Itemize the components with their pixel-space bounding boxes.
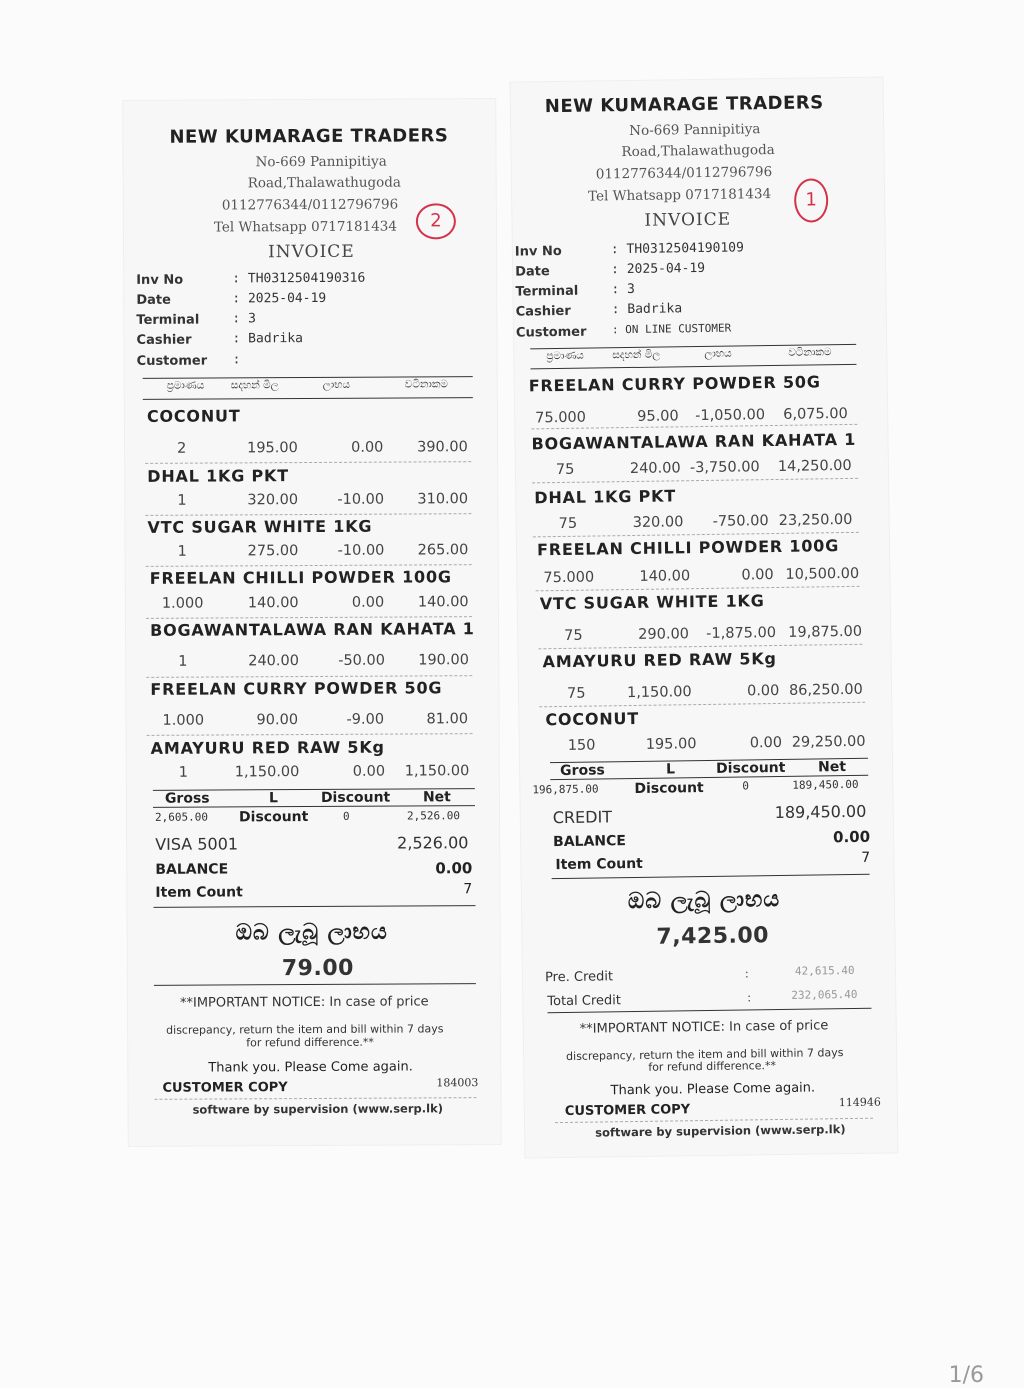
item-total: 29,250.00 — [791, 733, 866, 751]
receipt-code: 184003 — [436, 1076, 479, 1090]
whatsapp-number: Tel Whatsapp 0717181434 — [213, 218, 398, 236]
item-qty: 1.000 — [162, 712, 205, 729]
item-price: 1,150.00 — [234, 764, 300, 781]
item-name: DHAL 1KG PKT — [534, 486, 677, 508]
item-price: 240.00 — [629, 460, 681, 478]
item-name: VTC SUGAR WHITE 1KG — [539, 591, 765, 614]
balance-value: 0.00 — [435, 859, 473, 878]
handwritten-mark: 2 — [416, 203, 456, 239]
item-count-value: 7 — [463, 881, 473, 898]
item-name: FREELAN CURRY POWDER 50G — [150, 678, 443, 699]
item-discount: -50.00 — [338, 652, 385, 669]
payment-value: 189,450.00 — [774, 801, 867, 823]
item-price: 290.00 — [638, 626, 690, 643]
column-header-value: වටිනාකම — [404, 378, 448, 391]
item-name: FREELAN CHILLI POWDER 100G — [536, 536, 840, 560]
notice-line-3: for refund difference.** — [648, 1059, 777, 1074]
item-name: DHAL 1KG PKT — [147, 466, 289, 486]
notice-line-2: discrepancy, return the item and bill within 7 days — [166, 1022, 444, 1037]
info-value: : 2025-04-19 — [232, 290, 327, 307]
item-total: 390.00 — [417, 439, 468, 456]
item-price: 1,150.00 — [626, 684, 692, 702]
item-name: AMAYURU RED RAW 5Kg — [150, 737, 385, 758]
pre-credit-label: Pre. Credit — [544, 969, 614, 986]
payment-label: CREDIT — [552, 807, 613, 828]
column-header-price: සදහන් මිල — [612, 348, 661, 362]
column-header-profit: ලාභය — [704, 347, 732, 360]
phone-numbers: 0112776344/0112796796 — [595, 164, 773, 183]
item-total: 310.00 — [417, 491, 469, 508]
info-label: Inv No — [514, 243, 562, 260]
pre-credit-value: 42,615.40 — [794, 963, 855, 978]
item-price: 240.00 — [248, 653, 299, 670]
store-name: NEW KUMARAGE TRADERS — [169, 125, 449, 148]
item-name: FREELAN CHILLI POWDER 100G — [149, 567, 452, 588]
item-discount: 0.00 — [746, 682, 780, 700]
balance-value: 0.00 — [832, 827, 871, 847]
info-value: : Badrika — [611, 301, 683, 318]
item-qty: 1 — [178, 653, 188, 670]
notice-line-1: **IMPORTANT NOTICE: In case of price — [179, 994, 429, 1011]
item-discount: 0.00 — [351, 594, 385, 611]
item-discount: -3,750.00 — [689, 459, 760, 477]
info-value: : 2025-04-19 — [611, 260, 706, 278]
customer-copy-label: CUSTOMER COPY — [564, 1102, 691, 1119]
item-qty: 75.000 — [535, 409, 587, 427]
info-value: : TH0312504190109 — [610, 240, 745, 258]
column-header-qty: ප්‍රමාණය — [166, 379, 205, 392]
column-header-profit: ලාභය — [322, 378, 351, 391]
store-name: NEW KUMARAGE TRADERS — [544, 92, 824, 118]
item-price: 275.00 — [247, 543, 299, 560]
net-value: 2,526.00 — [406, 809, 461, 823]
item-total: 86,250.00 — [788, 681, 863, 699]
item-discount: 0.00 — [749, 734, 783, 752]
totals-header-gross: Gross — [560, 762, 605, 780]
item-name: COCONUT — [146, 406, 241, 426]
software-credit: software by supervision (www.serp.lk) — [595, 1122, 846, 1140]
customer-copy-label: CUSTOMER COPY — [162, 1080, 288, 1096]
item-price: 195.00 — [247, 440, 298, 457]
totals-header-discount: Discount — [716, 759, 786, 777]
profit-label: ඔබ ලැබූ ලාභය — [235, 919, 388, 946]
item-qty: 75 — [566, 685, 586, 702]
item-total: 6,075.00 — [783, 405, 848, 423]
item-total: 81.00 — [426, 711, 469, 728]
profit-value: 7,425.00 — [656, 923, 770, 950]
column-header-price: සදහන් මිල — [230, 379, 279, 392]
discount-value: 0 — [742, 779, 750, 793]
info-label: Customer — [136, 353, 208, 369]
phone-numbers: 0112776344/0112796796 — [221, 196, 399, 214]
document-title: INVOICE — [644, 209, 732, 231]
totals-header-l: L — [666, 761, 676, 778]
item-price: 90.00 — [256, 712, 299, 729]
item-qty: 1 — [177, 543, 187, 560]
item-discount: 0.00 — [352, 763, 386, 780]
discount-value: 0 — [342, 809, 350, 823]
item-qty: 150 — [567, 737, 596, 754]
item-total: 265.00 — [417, 542, 469, 559]
item-discount: -9.00 — [346, 711, 385, 728]
item-qty: 1.000 — [161, 595, 204, 612]
item-discount: -10.00 — [337, 542, 385, 559]
info-label: Cashier — [515, 303, 571, 320]
item-total: 19,875.00 — [788, 623, 863, 641]
item-price: 320.00 — [247, 492, 299, 509]
payment-value: 2,526.00 — [397, 833, 469, 853]
item-count-value: 7 — [861, 849, 871, 866]
item-name: VTC SUGAR WHITE 1KG — [147, 516, 373, 537]
receipt-2 — [123, 99, 500, 1146]
totals-header-l: L — [268, 790, 278, 807]
total-credit-value: 232,065.40 — [791, 987, 858, 1002]
item-total: 1,150.00 — [404, 763, 470, 780]
item-name: FREELAN CURRY POWDER 50G — [528, 372, 821, 396]
info-value: : TH0312504190316 — [232, 270, 366, 287]
total-credit-label: Total Credit — [547, 993, 622, 1010]
discount-label: Discount — [634, 780, 704, 797]
receipt-code: 114946 — [838, 1095, 881, 1110]
item-price: 195.00 — [645, 736, 697, 753]
item-discount: -1,875.00 — [706, 624, 777, 642]
info-value: : 3 — [232, 311, 256, 327]
address-line-2: Road,Thalawathugoda — [621, 141, 775, 161]
address-line-2: Road,Thalawathugoda — [247, 174, 402, 192]
handwritten-mark: 1 — [794, 178, 829, 222]
page-number: 1/6 — [948, 1363, 984, 1388]
item-price: 140.00 — [639, 568, 691, 585]
info-label: Cashier — [136, 332, 192, 348]
item-qty: 2 — [177, 440, 187, 457]
net-value: 189,450.00 — [792, 777, 859, 792]
item-name: COCONUT — [545, 708, 640, 730]
item-qty: 1 — [178, 764, 189, 781]
item-total: 10,500.00 — [785, 565, 860, 583]
item-price: 95.00 — [637, 408, 679, 425]
gross-value: 2,605.00 — [154, 810, 209, 824]
info-value: : Badrika — [232, 331, 304, 347]
info-label: Terminal — [136, 312, 200, 328]
item-qty: 1 — [177, 492, 187, 509]
item-count-label: Item Count — [555, 855, 643, 874]
item-qty: 75 — [558, 515, 578, 533]
item-price: 320.00 — [632, 514, 684, 531]
totals-header-gross: Gross — [164, 790, 210, 807]
thank-you-message: Thank you. Please Come again. — [208, 1059, 413, 1076]
profit-value: 79.00 — [281, 955, 354, 982]
column-header-qty: ප්‍රමාණය — [546, 349, 584, 363]
info-value: : 3 — [611, 281, 636, 298]
profit-label: ඔබ ලැබූ ලාභය — [627, 886, 781, 915]
item-qty: 75.000 — [543, 569, 595, 587]
item-name: AMAYURU RED RAW 5Kg — [542, 648, 777, 672]
receipt-1: NEW KUMARAGE TRADERS No-669 Pannipitiya Road,Thalawathugoda 0112776344/0112796796 Tel Whatsapp 0717181434 INVOICE 1 Inv No : TH0312504190109 Date : 2025-04-19 Terminal : 3 Cashier : Badrika Customer : ON LINE CUSTOMER ප්‍රමාණය සදහන් මිල ලාභය වටිනාකම FREELAN CURRY POWDER 50G 75.000 95.00 -1,050.00 6,075.00 BOGAWANTALAWA RAN KAHATA 1 75 240.00 -3,750.00 14,250.00 DHAL 1KG PKT 75 320.00 -750.00 23,250.00 FREELAN CHILLI POWDER 100G 75.000 140.00 0.00 10,500.00 VTC SUGAR WHITE 1KG 75 290.00 -1,875.00 19,875.00 AMAYURU RED RAW 5Kg 75 1,150.00 0.00 86,250.00 COCONUT 150 195.00 0.00 29,250.00 Gross L Discount Net 196,875.00 Discount 0 189,450.00 CREDIT 189,450.00 BALANCE 0.00 Item Count 7 ඔබ ලැබූ ලාභය 7,425.00 Pre. Credit : 42,615.40 Total Credit : 232,065.40 **IMPORTANT NOTICE: In case of price discrepancy, return the item and bill within 7 days for refund difference.** Thank you. Please Come again. CUSTOMER COPY 114946 software by supervision (www.serp.lk) — [511, 77, 898, 1157]
item-count-label: Item Count — [155, 884, 243, 901]
item-discount: 0.00 — [741, 567, 774, 584]
info-value: : ON LINE CUSTOMER — [611, 321, 732, 337]
info-label: Terminal — [515, 283, 579, 300]
info-label: Inv No — [136, 272, 184, 288]
info-label: Date — [515, 264, 550, 280]
notice-line-3: for refund difference.** — [246, 1035, 374, 1050]
item-total: 14,250.00 — [777, 457, 852, 475]
totals-header-net: Net — [817, 759, 847, 776]
item-discount: -750.00 — [712, 513, 769, 530]
address-line-1: No-669 Pannipitiya — [255, 153, 387, 171]
balance-label: BALANCE — [553, 833, 627, 851]
item-qty: 75 — [564, 627, 583, 644]
payment-label: VISA 5001 — [155, 834, 239, 854]
column-header-value: වටිනාකම — [788, 346, 832, 359]
document-title: INVOICE — [268, 241, 355, 263]
item-qty: 75 — [555, 461, 575, 479]
item-total: 23,250.00 — [778, 511, 853, 529]
address-line-1: No-669 Pannipitiya — [629, 121, 761, 139]
software-credit: software by supervision (www.serp.lk) — [192, 1101, 444, 1117]
item-name: BOGAWANTALAWA RAN KAHATA 1 — [531, 429, 857, 454]
item-price: 140.00 — [247, 595, 299, 612]
balance-label: BALANCE — [155, 861, 229, 878]
item-name: BOGAWANTALAWA RAN KAHATA 1 — [149, 619, 475, 640]
item-discount: 0.00 — [351, 439, 384, 456]
notice-line-1: **IMPORTANT NOTICE: In case of price — [579, 1018, 829, 1037]
totals-header-net: Net — [422, 789, 451, 806]
info-value: : — [232, 352, 241, 368]
item-total: 190.00 — [418, 652, 469, 669]
item-discount: -10.00 — [337, 491, 385, 508]
info-label: Customer — [515, 324, 587, 341]
item-discount: -1,050.00 — [695, 407, 766, 425]
info-label: Date — [136, 292, 171, 308]
notice-line-2: discrepancy, return the item and bill within 7 days — [566, 1046, 844, 1063]
thank-you-message: Thank you. Please Come again. — [610, 1080, 816, 1099]
item-total: 140.00 — [417, 594, 469, 611]
discount-label: Discount — [238, 809, 309, 826]
gross-value: 196,875.00 — [532, 782, 599, 797]
whatsapp-number: Tel Whatsapp 0717181434 — [588, 186, 772, 205]
totals-header-discount: Discount — [320, 789, 391, 806]
